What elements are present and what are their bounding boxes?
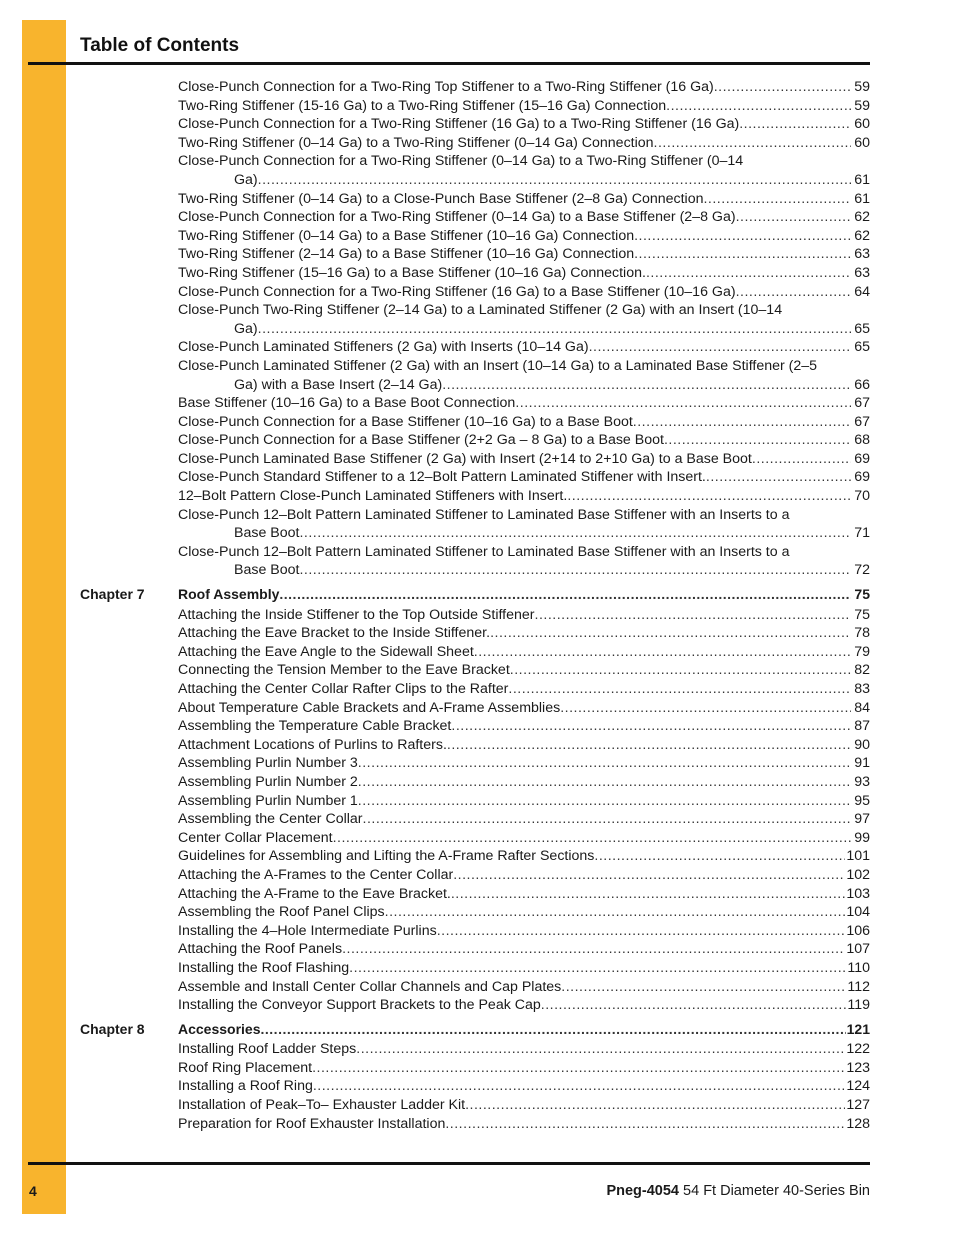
toc-entry-title: Roof Ring Placement xyxy=(178,1059,313,1076)
toc-entry-title: Installing the Roof Flashing xyxy=(178,959,350,976)
dot-leader xyxy=(465,1096,845,1115)
dot-leader xyxy=(515,394,851,413)
toc-entry[interactable] xyxy=(178,717,870,736)
dot-leader xyxy=(451,717,851,736)
toc-entry[interactable] xyxy=(178,866,870,885)
toc-entry[interactable] xyxy=(178,792,870,811)
toc-entry-page: 127 xyxy=(846,1097,870,1114)
toc-entry[interactable] xyxy=(178,97,870,116)
toc-entry[interactable] xyxy=(178,624,870,643)
toc-entry-page: 67 xyxy=(854,395,870,412)
toc-entry-page: 66 xyxy=(854,376,870,393)
dot-leader xyxy=(706,468,851,487)
dot-leader xyxy=(490,624,851,643)
toc-entry-title: Two-Ring Stiffener (0–14 Ga) to a Base Stiffener (10–16 Ga) Connection xyxy=(178,227,635,244)
toc-entry-page: 75 xyxy=(854,606,870,623)
toc-entry-title: Attaching the Center Collar Rafter Clips to the Rafter xyxy=(178,681,509,697)
toc-entry-page: 62 xyxy=(854,227,870,244)
toc-entry[interactable] xyxy=(178,190,870,209)
dot-leader xyxy=(356,1040,845,1059)
dot-leader xyxy=(453,866,845,885)
toc-entry[interactable] xyxy=(178,829,870,848)
toc-entry-page: 119 xyxy=(847,997,870,1014)
toc-entry-page: 83 xyxy=(854,681,870,697)
toc-entry-page: 122 xyxy=(846,1041,870,1058)
dot-leader xyxy=(358,792,851,811)
toc-entry-title: Assembling Purlin Number 1 xyxy=(178,792,358,809)
toc-entry-title: Attachment Locations of Purlins to Rafters. xyxy=(178,736,447,753)
toc-entry[interactable] xyxy=(178,394,870,413)
toc-entry-title: Close-Punch Connection for a Base Stiffener (10–16 Ga) to a Base Boot xyxy=(178,413,633,430)
toc-entry[interactable] xyxy=(178,1059,870,1078)
dot-leader xyxy=(752,450,851,469)
page-title: Table of Contents xyxy=(80,35,240,56)
table-of-contents xyxy=(80,78,870,1133)
dot-leader xyxy=(654,134,851,153)
toc-entry-title: Close-Punch Connection for a Two-Ring Stiffener (16 Ga) to a Base Stiffener (10–16 Ga) xyxy=(178,283,736,300)
toc-entry[interactable] xyxy=(178,227,870,246)
toc-entry-title-continued: Ga) xyxy=(234,320,258,337)
dot-leader xyxy=(560,699,851,718)
dot-leader xyxy=(594,847,845,866)
toc-entry-page: 69 xyxy=(854,450,870,467)
toc-entry-title: Assembling the Center Collar xyxy=(178,811,363,828)
toc-entry[interactable] xyxy=(178,468,870,487)
toc-entry-page: 67 xyxy=(854,413,870,430)
toc-entry-page: 63 xyxy=(854,246,870,263)
toc-entry-title: Close-Punch Connection for a Two-Ring Stiffener (16 Ga) to a Two-Ring Stiffener (16 Ga) xyxy=(178,116,740,133)
toc-entry-title: Close-Punch Connection for a Two-Ring Top Stiffener to a Two-Ring Stiffener (16 Ga) xyxy=(178,79,714,95)
toc-entry-page: 60 xyxy=(854,134,870,151)
toc-entry-title: Two-Ring Stiffener (15–16 Ga) to a Base Stiffener (10–16 Ga) Connection. xyxy=(178,264,646,281)
side-accent-bar xyxy=(22,20,66,1214)
dot-leader xyxy=(736,208,851,227)
toc-entry-page: 71 xyxy=(854,525,870,542)
toc-entry-page: 112 xyxy=(847,978,870,995)
toc-chapter-section xyxy=(80,585,870,1015)
toc-entry-title: Base Stiffener (10–16 Ga) to a Base Boot Connection xyxy=(178,395,516,412)
toc-entry[interactable] xyxy=(178,978,870,997)
dot-leader xyxy=(646,264,851,283)
dot-leader xyxy=(510,661,851,680)
dot-leader xyxy=(349,959,846,978)
toc-entry-page: 95 xyxy=(854,792,870,809)
toc-entry-page: 107 xyxy=(846,941,870,958)
dot-leader xyxy=(258,320,851,339)
toc-entry[interactable] xyxy=(178,487,870,506)
toc-entry-title: Assembling Purlin Number 2 xyxy=(178,773,358,790)
toc-entry-title: Connecting the Tension Member to the Eave Bracket xyxy=(178,662,510,679)
toc-entry-page: 84 xyxy=(854,699,870,716)
dot-leader xyxy=(703,190,851,209)
dot-leader xyxy=(385,903,846,922)
dot-leader xyxy=(358,754,851,773)
toc-entry[interactable] xyxy=(178,922,870,941)
toc-entry[interactable] xyxy=(178,1115,870,1134)
toc-entry-page: 64 xyxy=(854,283,870,300)
dot-leader xyxy=(714,78,851,97)
chapter-page: 121 xyxy=(846,1020,870,1037)
dot-leader xyxy=(634,245,851,264)
toc-entry-title: Two-Ring Stiffener (2–14 Ga) to a Base Stiffener (10–16 Ga) Connection xyxy=(178,246,635,263)
toc-entry-title: Attaching the Inside Stiffener to the Top Outside Stiffener xyxy=(178,606,535,623)
toc-entry[interactable] xyxy=(178,264,870,283)
toc-entry[interactable] xyxy=(178,736,870,755)
toc-entry-title: Center Collar Placement xyxy=(178,829,333,846)
toc-entry-title: Close-Punch Connection for a Two-Ring Stiffener (0–14 Ga) to a Two-Ring Stiffener (0–14 xyxy=(178,153,744,170)
dot-leader xyxy=(736,283,851,302)
toc-entry[interactable] xyxy=(178,78,870,97)
toc-entry-title-continued: Base Boot xyxy=(234,562,300,579)
toc-entry[interactable] xyxy=(178,134,870,153)
chapter-label: Chapter 7 xyxy=(80,586,145,603)
toc-entry-page: 91 xyxy=(854,755,870,772)
toc-entry[interactable] xyxy=(178,431,870,450)
toc-entry-page: 102 xyxy=(846,866,870,883)
toc-entry-page: 101 xyxy=(846,848,870,865)
toc-entry-title: About Temperature Cable Brackets and A-Frame Assemblies xyxy=(178,699,561,716)
toc-entry[interactable] xyxy=(178,996,870,1015)
dot-leader xyxy=(313,1077,845,1096)
footer-rule xyxy=(28,1162,870,1165)
toc-entry-title: Close-Punch Laminated Stiffener (2 Ga) with an Insert (10–14 Ga) to a Laminated Base Stiffener (2–5 xyxy=(178,357,818,374)
dot-leader xyxy=(508,680,851,699)
toc-entry-page: 62 xyxy=(854,209,870,226)
toc-entry[interactable] xyxy=(178,643,870,662)
toc-entry-title: Assembling Purlin Number 3 xyxy=(178,755,358,772)
toc-entry[interactable] xyxy=(178,940,870,959)
toc-entry-title: Assembling the Temperature Cable Bracket xyxy=(178,718,452,735)
dot-leader xyxy=(342,940,845,959)
toc-entry[interactable] xyxy=(178,1096,870,1115)
toc-entry-title: Installing Roof Ladder Steps xyxy=(178,1041,357,1058)
toc-chapter-heading[interactable] xyxy=(80,585,870,604)
dot-leader xyxy=(451,885,845,904)
toc-entry-page: 61 xyxy=(854,171,870,188)
toc-entry-page: 63 xyxy=(854,264,870,281)
toc-entry-page: 65 xyxy=(854,339,870,356)
toc-entry-page: 97 xyxy=(854,811,870,828)
toc-entry[interactable] xyxy=(178,338,870,357)
toc-entry-page: 70 xyxy=(854,488,870,505)
toc-chapter-heading[interactable] xyxy=(80,1020,870,1039)
toc-entry[interactable] xyxy=(178,699,870,718)
dot-leader xyxy=(664,431,851,450)
toc-entry-page: 82 xyxy=(854,662,870,679)
toc-entry-title-continued: Ga) with a Base Insert (2–14 Ga) xyxy=(234,376,443,393)
chapter-title: Accessories xyxy=(178,1020,261,1037)
toc-entry[interactable] xyxy=(178,115,870,134)
toc-entry-page: 128 xyxy=(846,1115,870,1132)
toc-entry[interactable] xyxy=(178,450,870,469)
toc-entry-page: 59 xyxy=(854,79,870,95)
toc-entry-title: Assemble and Install Center Collar Channels and Cap Plates xyxy=(178,978,562,995)
chapter-label: Chapter 8 xyxy=(80,1020,145,1037)
toc-section-continued xyxy=(80,78,870,580)
toc-entry-page: 106 xyxy=(846,922,870,939)
toc-entry[interactable] xyxy=(178,810,870,829)
dot-leader xyxy=(279,585,851,604)
toc-entry-title: Close-Punch Standard Stiffener to a 12–Bolt Pattern Laminated Stiffener with Insert. xyxy=(178,469,706,486)
dot-leader xyxy=(561,978,846,997)
toc-entry-title: Close-Punch Laminated Stiffeners (2 Ga) with Inserts (10–14 Ga) xyxy=(178,339,589,356)
toc-entry[interactable] xyxy=(178,661,870,680)
toc-entry[interactable] xyxy=(178,413,870,432)
toc-entry-title: Two-Ring Stiffener (0–14 Ga) to a Close-Punch Base Stiffener (2–8 Ga) Connection xyxy=(178,190,704,207)
toc-entry[interactable] xyxy=(178,606,870,625)
chapter-title: Roof Assembly xyxy=(178,586,280,603)
toc-entry[interactable] xyxy=(178,283,870,302)
dot-leader xyxy=(589,338,851,357)
toc-entry[interactable] xyxy=(178,245,870,264)
dot-leader xyxy=(535,606,852,625)
toc-entry[interactable] xyxy=(178,754,870,773)
toc-entry[interactable] xyxy=(178,543,870,580)
toc-entry-title: Close-Punch 12–Bolt Pattern Laminated Stiffener to Laminated Base Stiffener with an Inserts to a xyxy=(178,506,790,523)
toc-entry-page: 103 xyxy=(846,885,870,902)
dot-leader xyxy=(541,996,847,1015)
dot-leader xyxy=(633,413,851,432)
toc-entry[interactable] xyxy=(178,301,870,338)
toc-entry-page: 104 xyxy=(846,904,870,921)
dot-leader xyxy=(358,773,851,792)
chapter-page: 75 xyxy=(854,586,870,603)
toc-entry-title-continued: Ga) xyxy=(234,171,258,188)
dot-leader xyxy=(442,376,851,395)
toc-entry-title: Close-Punch 12–Bolt Pattern Laminated Stiffener to Laminated Base Stiffener with an Inserts to a xyxy=(178,543,790,560)
toc-entry-title: Two-Ring Stiffener (15-16 Ga) to a Two-Ring Stiffener (15–16 Ga) Connection xyxy=(178,97,667,114)
toc-entry-title: Attaching the A-Frames to the Center Collar xyxy=(178,866,454,883)
toc-entry-title: Close-Punch Laminated Base Stiffener (2 Ga) with Insert (2+14 to 2+10 Ga) to a Base Boot xyxy=(178,450,752,467)
toc-entry-page: 124 xyxy=(846,1078,870,1095)
toc-entry[interactable] xyxy=(178,885,870,904)
toc-entry[interactable] xyxy=(178,847,870,866)
toc-entry-title: Preparation for Roof Exhauster Installation xyxy=(178,1115,446,1132)
toc-entry[interactable] xyxy=(178,506,870,543)
toc-entry[interactable] xyxy=(178,1040,870,1059)
toc-entry-page: 65 xyxy=(854,320,870,337)
toc-entry-title: Close-Punch Connection for a Two-Ring Stiffener (0–14 Ga) to a Base Stiffener (2–8 Ga) xyxy=(178,209,736,226)
toc-entry-page: 110 xyxy=(847,959,870,976)
toc-entry-title: Two-Ring Stiffener (0–14 Ga) to a Two-Ring Stiffener (0–14 Ga) Connection xyxy=(178,134,654,151)
toc-chapter-section xyxy=(80,1020,870,1134)
dot-leader xyxy=(634,227,851,246)
dot-leader xyxy=(299,561,851,580)
toc-entry-title: Assembling the Roof Panel Clips xyxy=(178,904,385,921)
dot-leader xyxy=(567,487,851,506)
dot-leader xyxy=(437,922,846,941)
toc-entry[interactable] xyxy=(178,680,870,699)
toc-entry-title: Attaching the Roof Panels xyxy=(178,941,343,958)
toc-entry[interactable] xyxy=(178,357,870,394)
toc-entry-page: 68 xyxy=(854,432,870,449)
toc-entry-page: 60 xyxy=(854,116,870,133)
dot-leader xyxy=(312,1059,845,1078)
toc-entry-title: Installing the 4–Hole Intermediate Purlins xyxy=(178,922,437,939)
toc-entry[interactable] xyxy=(178,152,870,189)
toc-entry-page: 99 xyxy=(854,829,870,846)
toc-entry-title-continued: Base Boot xyxy=(234,525,300,542)
toc-entry-page: 59 xyxy=(854,97,870,114)
dot-leader xyxy=(299,524,851,543)
dot-leader xyxy=(258,171,851,190)
toc-entry-title: 12–Bolt Pattern Close-Punch Laminated Stiffeners with Insert. xyxy=(178,488,568,505)
dot-leader xyxy=(445,1115,845,1134)
toc-entry-page: 72 xyxy=(854,562,870,579)
toc-entry-title: Close-Punch Two-Ring Stiffener (2–14 Ga) to a Laminated Stiffener (2 Ga) with an Insert (10–14 xyxy=(178,302,783,319)
toc-entry[interactable] xyxy=(178,208,870,227)
footer-document-title xyxy=(606,1183,870,1199)
toc-entry-title: Attaching the A-Frame to the Eave Bracket. xyxy=(178,885,451,902)
toc-entry-page: 87 xyxy=(854,718,870,735)
toc-entry[interactable] xyxy=(178,903,870,922)
footer-page-number: 4 xyxy=(29,1183,37,1199)
toc-entry-title: Installing a Roof Ring xyxy=(178,1078,313,1095)
toc-entry[interactable] xyxy=(178,773,870,792)
dot-leader xyxy=(474,643,851,662)
toc-entry-title: Installation of Peak–To– Exhauster Ladder Kit xyxy=(178,1097,466,1114)
toc-entry-page: 61 xyxy=(854,190,870,207)
footer-doc-code: Pneg-4054 xyxy=(606,1183,679,1199)
toc-entry-page: 93 xyxy=(854,773,870,790)
toc-entry-title: Guidelines for Assembling and Lifting the A-Frame Rafter Sections xyxy=(178,848,595,865)
dot-leader xyxy=(447,736,851,755)
toc-entry[interactable] xyxy=(178,1077,870,1096)
dot-leader xyxy=(261,1020,846,1039)
toc-entry-page: 78 xyxy=(854,625,870,642)
dot-leader xyxy=(363,810,851,829)
dot-leader xyxy=(333,829,851,848)
toc-entry-title: Attaching the Eave Bracket to the Inside Stiffener. xyxy=(178,625,491,642)
footer-doc-title: 54 Ft Diameter 40-Series Bin xyxy=(683,1183,870,1199)
toc-entry[interactable] xyxy=(178,959,870,978)
toc-entry-page: 69 xyxy=(854,469,870,486)
toc-entry-title: Installing the Conveyor Support Brackets to the Peak Cap xyxy=(178,997,541,1014)
dot-leader xyxy=(739,115,851,134)
toc-entry-page: 90 xyxy=(854,736,870,753)
header-rule xyxy=(28,62,870,65)
dot-leader xyxy=(666,97,851,116)
toc-entry-page: 79 xyxy=(854,643,870,660)
toc-entry-page: 123 xyxy=(846,1059,870,1076)
toc-entry-title: Attaching the Eave Angle to the Sidewall Sheet xyxy=(178,643,474,660)
toc-entry-title: Close-Punch Connection for a Base Stiffener (2+2 Ga – 8 Ga) to a Base Boot xyxy=(178,432,664,449)
